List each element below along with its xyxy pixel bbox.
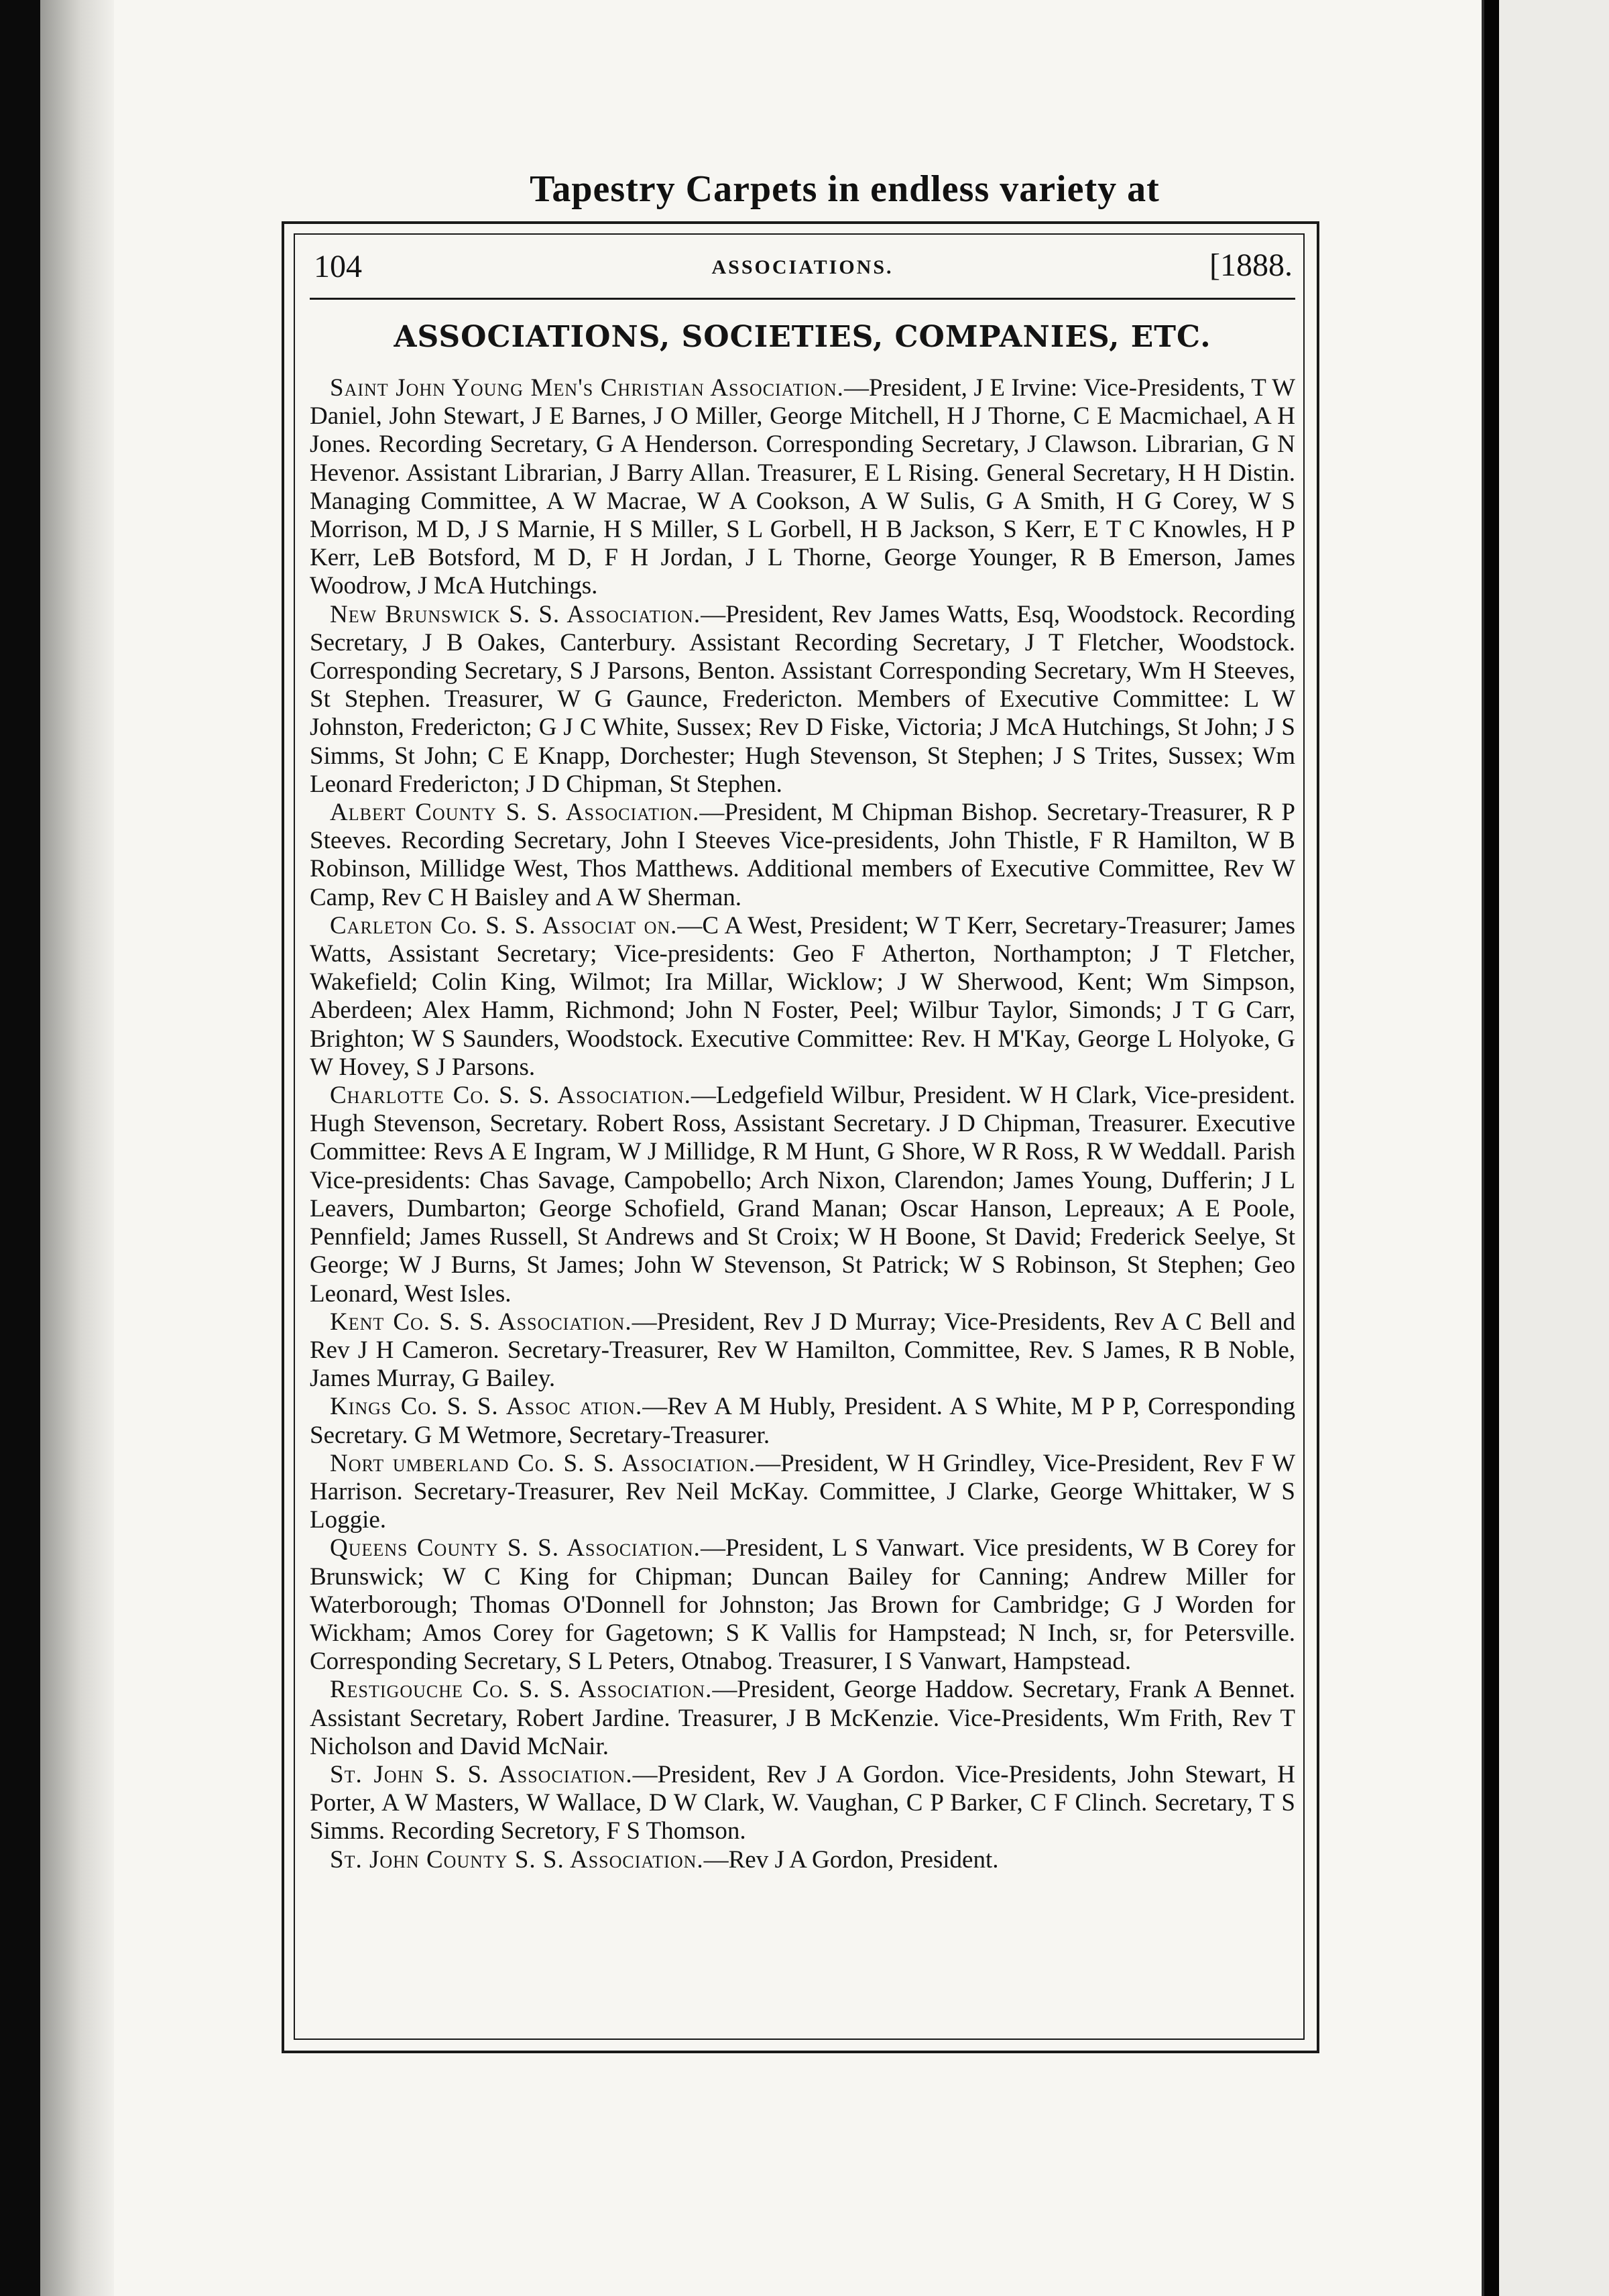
association-entry xyxy=(310,1761,1295,1846)
association-entry xyxy=(310,1846,1295,1874)
association-officers: —President, W H Grindley, Vice-President, Rev F W Harrison. Secretary-Treasurer, Rev Neil McKay. Committee, J Clarke, George Whittaker, W S Loggie. xyxy=(310,1449,1295,1534)
association-name: Nort umberland Co. S. S. Association. xyxy=(330,1449,756,1477)
page-title: ASSOCIATIONS, SOCIETIES, COMPANIES, ETC. xyxy=(394,320,1211,354)
association-name: Kent Co. S. S. Association. xyxy=(330,1308,632,1336)
association-name: New Brunswick S. S. Association. xyxy=(330,600,701,628)
association-name: Charlotte Co. S. S. Association. xyxy=(330,1082,691,1110)
association-entry xyxy=(310,1082,1295,1308)
association-officers: —President, M Chipman Bishop. Secretary-Treasurer, R P Steeves. Recording Secretary, John I Steeves Vice-presidents, John Thistle, F R Hamilton, W B Robinson, Millidge West, Thos Matthews. Additional members of Executive Committee, Rev W Camp, Rev C H Baisley and A W Sherman. xyxy=(310,799,1295,911)
header-rule xyxy=(310,298,1295,300)
association-officers: —President, George Haddow. Secretary, Frank A Bennet. Assistant Secretary, Robert Jardine. Treasurer, J B McKenzie. Vice-Presidents, Wm Frith, Rev T Nicholson and David McNair. xyxy=(310,1676,1295,1760)
association-name: Restigouche Co. S. S. Association. xyxy=(330,1676,713,1704)
association-officers: —Rev J A Gordon, President. xyxy=(703,1845,999,1874)
scan-border-left xyxy=(0,0,40,2296)
page-number: 104 xyxy=(314,249,362,284)
page-header xyxy=(310,241,1295,292)
association-officers: —President, L S Vanwart. Vice presidents, W B Corey for Brunswick; W C King for Chipman; Duncan Bailey for Canning; Andrew Miller for Waterborough; Thomas O'Donnell for Johnston; Jas Brown for Cambridge; G J Worden for Wickham; Amos Corey for Gagetown; S K Vallis for Hampstead; N Inch, sr, for Petersville. Corresponding Secretary, S L Peters, Otnabog. Treasurer, I S Vanwart, Hampstead. xyxy=(310,1534,1295,1676)
association-officers: —President, Rev J D Murray; Vice-Presidents, Rev A C Bell and Rev J H Cameron. Secretary-Treasurer, Rev W Hamilton, Committee, Rev. S James, R B Noble, James Murray, G Bailey. xyxy=(310,1308,1296,1393)
association-name: St. John S. S. Association. xyxy=(330,1760,633,1788)
association-officers: —President, Rev J A Gordon. Vice-Presidents, John Stewart, H Porter, A W Masters, W Wallace, D W Clark, W. Vaughan, C P Barker, C F Clinch. Secretary, T S Simms. Recording Secretory, F S Thomson. xyxy=(310,1760,1295,1845)
association-name: Queens County S. S. Association. xyxy=(330,1534,701,1562)
entries-list xyxy=(310,374,1295,1874)
association-officers: —Ledgefield Wilbur, President. W H Clark, Vice-president. Hugh Stevenson, Secretary. Robert Ross, Assistant Secretary. J D Chipman, Treasurer. Executive Committee: Revs A E Ingram, W J Millidge, R M Hunt, G Shore, W R Ross, R W Weddall. Parish Vice-presidents: Chas Savage, Campobello; Arch Nixon, Clarendon; James Young, Dufferin; J L Leavers, Dumbarton; George Schofield, Grand Manan; Oscar Hanson, Lepreaux; A E Poole, Pennfield; James Russell, St Andrews and St Croix; W H Boone, St David; Frederick Seelye, St George; W J Burns, St James; John W Stevenson, St Patrick; W S Robinson, St Stephen; Geo Leonard, West Isles. xyxy=(310,1082,1296,1308)
association-entry xyxy=(310,601,1295,799)
association-entry xyxy=(310,1308,1295,1393)
association-entry xyxy=(310,1450,1295,1535)
association-name: Albert County S. S. Association. xyxy=(330,799,700,827)
association-entry xyxy=(310,374,1295,601)
association-name: St. John County S. S. Association. xyxy=(330,1845,704,1874)
association-entry xyxy=(310,1676,1295,1761)
year-label: [1888. xyxy=(1209,247,1293,283)
association-entry xyxy=(310,799,1295,912)
page-binding-shadow xyxy=(40,0,114,2296)
facing-page-edge xyxy=(1499,0,1609,2296)
page-gutter xyxy=(1484,0,1499,2296)
association-officers: —President, J E Irvine: Vice-Presidents, T W Daniel, John Stewart, J E Barnes, J O Miller, George Mitchell, H J Thorne, C E Macmichael, A H Jones. Recording Secretary, G A Henderson. Corresponding Secretary, J Clawson. Librarian, G N Hevenor. Assistant Librarian, J Barry Allan. Treasurer, E L Rising. General Secretary, H H Distin. Managing Committee, A W Macrae, W A Cookson, A W Sulis, G A Smith, H G Corey, W S Morrison, M D, J S Marnie, H S Miller, S L Gorbell, H B Jackson, S Kerr, E T C Knowles, H P Kerr, LeB Botsford, M D, F H Jordan, J L Thorne, George Younger, R B Emerson, James Woodrow, J McA Hutchings. xyxy=(310,374,1295,600)
association-entry xyxy=(310,912,1295,1082)
association-officers: —C A West, President; W T Kerr, Secretary-Treasurer; James Watts, Assistant Secretary; Vice-presidents: Geo F Atherton, Northampton; J T Fletcher, Wakefield; Colin King, Wilmot; Ira Millar, Wicklow; J W Sherwood, Kent; Wm Simpson, Aberdeen; Alex Hamm, Richmond; John N Foster, Peel; Wilbur Taylor, Simonds; J T G Carr, Brighton; W S Saunders, Woodstock. Executive Committee: Rev. H M'Kay, George L Holyoke, G W Hovey, S J Parsons. xyxy=(310,911,1295,1081)
association-entry xyxy=(310,1534,1295,1676)
association-entry xyxy=(310,1393,1295,1449)
advertisement-running-head: Tapestry Carpets in endless variety at xyxy=(530,168,1160,210)
association-name: Kings Co. S. S. Assoc ation. xyxy=(330,1393,643,1421)
page-content xyxy=(310,241,1295,2018)
section-title: ASSOCIATIONS. xyxy=(711,256,894,278)
association-name: Saint John Young Men's Christian Association. xyxy=(330,374,844,402)
association-officers: —President, Rev James Watts, Esq, Woodstock. Recording Secretary, J B Oakes, Canterbury. Assistant Recording Secretary, J T Fletcher, Woodstock. Corresponding Secretary, S J Parsons, Benton. Assistant Corresponding Secretary, Wm H Steeves, St Stephen. Treasurer, W G Gaunce, Fredericton. Members of Executive Committee: L W Johnston, Fredericton; G J C White, Sussex; Rev D Fiske, Victoria; J McA Hutchings, St John; J S Simms, St John; C E Knapp, Dorchester; Hugh Stevenson, St Stephen; J S Trites, Sussex; Wm Leonard Fredericton; J D Chipman, St Stephen. xyxy=(310,600,1295,798)
association-officers: —Rev A M Hubly, President. A S White, M P P, Corresponding Secretary. G M Wetmore, Secretary-Treasurer. xyxy=(310,1393,1295,1449)
association-name: Carleton Co. S. S. Associat on. xyxy=(330,911,678,939)
